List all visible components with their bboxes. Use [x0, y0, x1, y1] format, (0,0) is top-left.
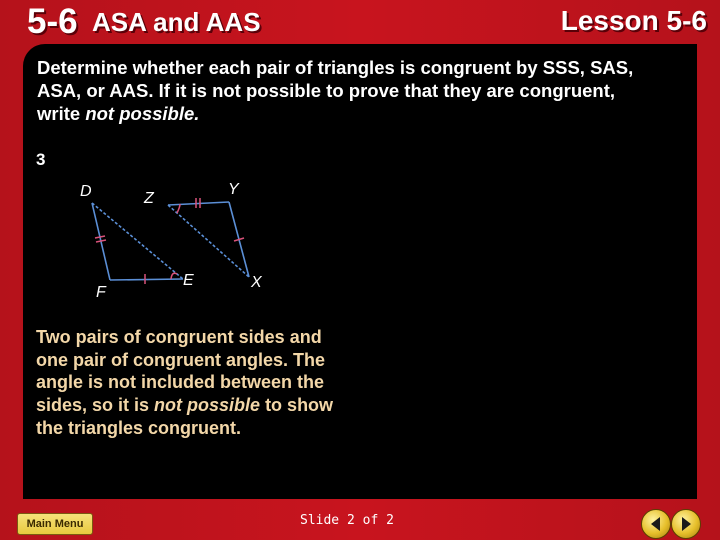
vertex-label-Y: Y — [228, 181, 239, 198]
vertex-label-D: D — [80, 183, 92, 200]
answer-text-after: to show the triangles congruent. — [36, 395, 334, 438]
vertex-label-E: E — [183, 272, 194, 289]
triangle-right-icon — [672, 510, 700, 538]
problem-number: 3 — [36, 150, 46, 169]
triangle-left-icon — [642, 510, 670, 538]
slide-header — [0, 0, 720, 44]
answer-text-before: Two pairs of congruent sides and one pair of congruent angles. The angle is not included between the sides, so it is — [36, 327, 326, 416]
lesson-title: ASA and AAS — [92, 7, 261, 37]
angle-arc-E — [171, 273, 177, 279]
answer-text-italic: not possible — [154, 395, 261, 416]
slide-counter: Slide 2 of 2 — [300, 513, 394, 528]
answer-text — [36, 326, 336, 440]
segment-ZY — [168, 202, 229, 205]
main-menu-button[interactable]: Main Menu — [17, 513, 93, 535]
segment-FE — [110, 279, 183, 280]
lesson-number: 5-6 — [27, 2, 78, 41]
segment-ZX — [168, 205, 249, 277]
prompt-line-1: Determine whether each pair of triangles is congruent by SSS, SAS, — [37, 57, 634, 78]
angle-arc-Z — [177, 204, 180, 213]
tick-DF-1 — [95, 236, 105, 238]
vertex-label-F: F — [96, 284, 106, 301]
vertex-label-Z: Z — [144, 190, 154, 207]
content-panel — [23, 44, 697, 499]
segment-DE — [92, 203, 183, 279]
prompt-line-3-italic: not possible. — [85, 103, 200, 124]
lesson-label: Lesson 5-6 — [560, 5, 707, 36]
prompt-line-3-prefix: write — [37, 103, 86, 124]
next-slide-button[interactable] — [671, 509, 701, 539]
prompt-line-2: ASA, or AAS. If it is not possible to prove that they are congruent, — [37, 80, 616, 101]
vertex-label-X: X — [251, 274, 262, 291]
previous-slide-button[interactable] — [641, 509, 671, 539]
tick-DF-2 — [96, 240, 106, 242]
